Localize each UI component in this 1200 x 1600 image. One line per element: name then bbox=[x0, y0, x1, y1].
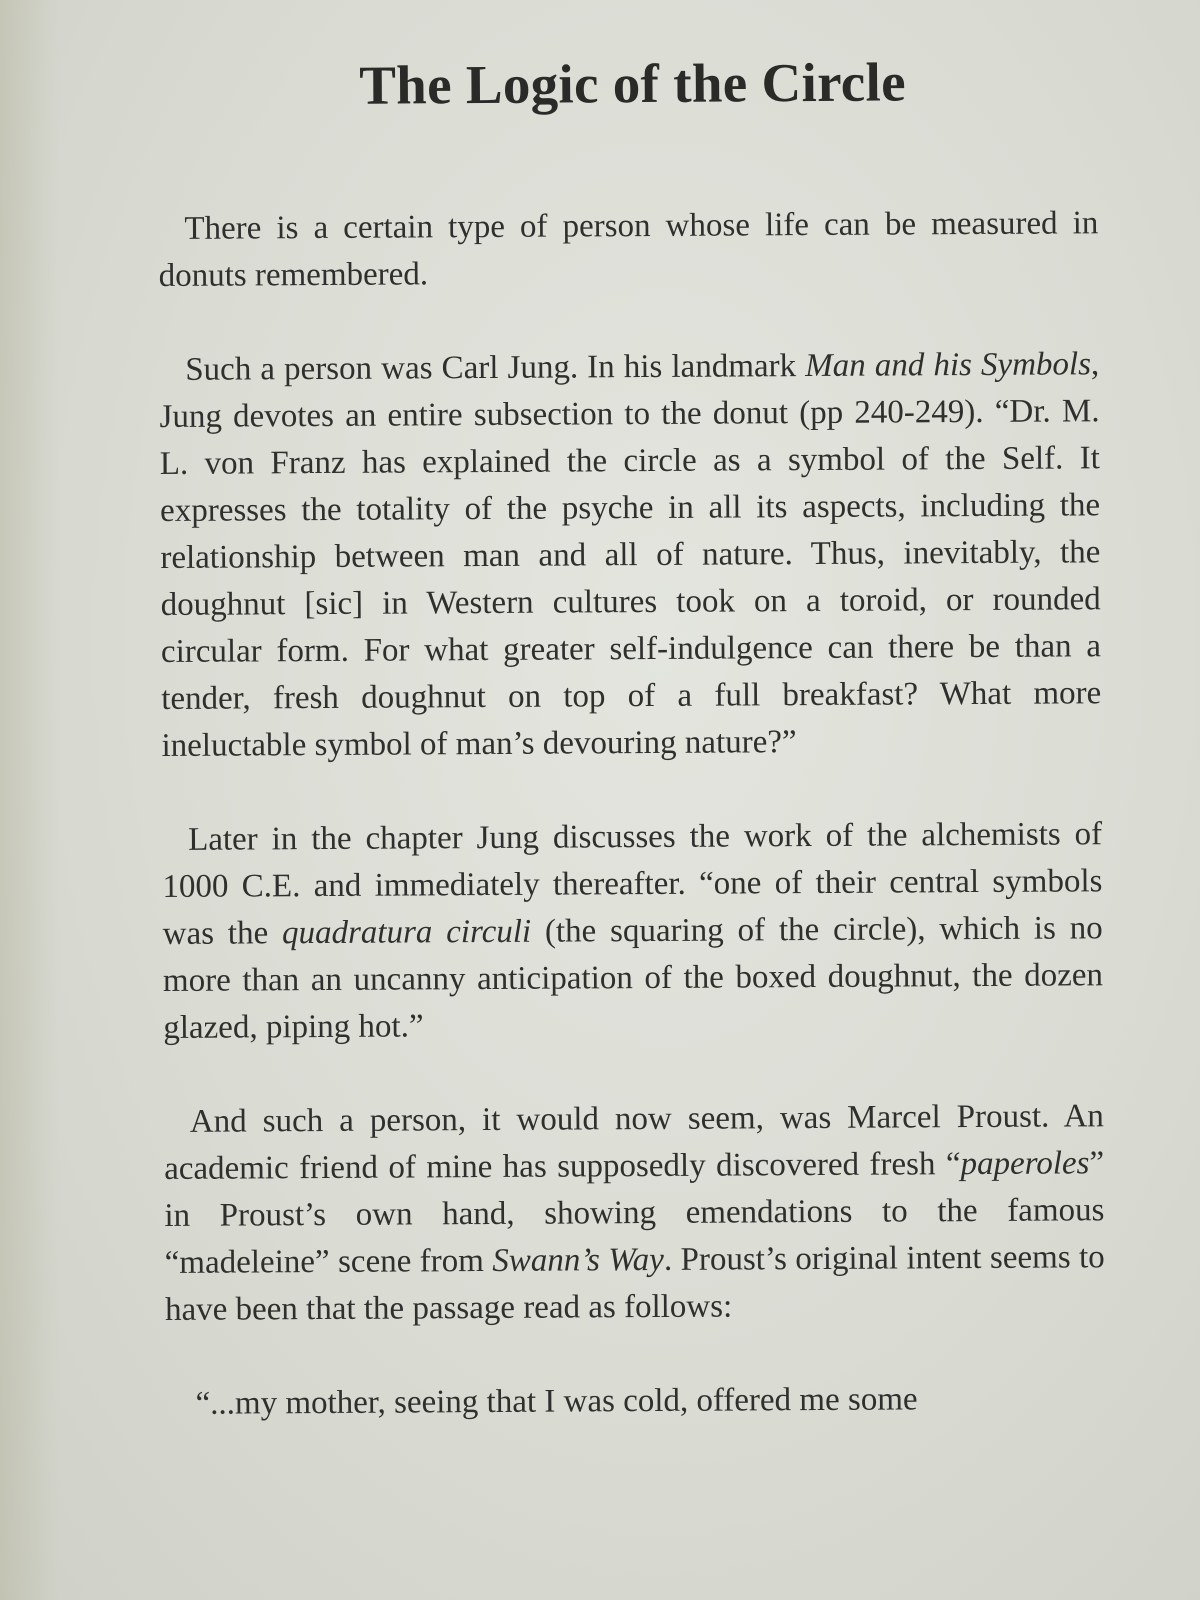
paragraph-2-text-a: Such a person was Carl Jung. In his landmark bbox=[185, 348, 806, 388]
paragraph-3-text-a: Later in the chapter Jung discusses the work of the alchemists of 1000 C.E. and immediately thereafter. “one of their central symbols was the bbox=[162, 816, 1103, 952]
paragraph-4-text-b: ” in Proust’s own hand, showing emendations to the famous “madeleine” scene from bbox=[164, 1145, 1105, 1281]
paragraph-4-text-a: And such a person, it would now seem, was Marcel Proust. An academic friend of mine has supposedly discovered fresh “ bbox=[164, 1098, 1104, 1187]
paragraph-3-text-b: (the squaring of the circle), which is no more than an uncanny anticipation of the boxed doughnut, the dozen glazed, piping hot.” bbox=[162, 910, 1104, 1046]
book-title-swanns-way: Swann’s Way bbox=[492, 1241, 665, 1279]
term-paperoles: paperoles bbox=[960, 1145, 1090, 1183]
book-title-man-and-his-symbols: Man and his Symbols bbox=[805, 346, 1092, 385]
paragraph-4-text-c: . Proust’s original intent seems to have been that the passage read as follows: bbox=[164, 1239, 1105, 1328]
paragraph-2-text-b: , Jung devotes an entire subsection to the donut (pp 240-249). “Dr. M. L. von Franz has explained the circle as a symbol of the Self. It expresses the totality of the psyche in all its aspects, including the relationship between man and all of nature. Thus, inevitably, the doughnut [sic] in Western cultures took on a toroid, or rounded circular form. For what greater self-indulgence can there be than a tender, fresh doughnut on top of a full breakfast? What more ineluctable symbol of man’s devouring nature?” bbox=[159, 346, 1102, 764]
paragraph-1: There is a certain type of person whose life can be measured in donuts remembered. bbox=[158, 205, 1099, 294]
block-quote-start: “...my mother, seeing that I was cold, offered me some bbox=[195, 1381, 918, 1422]
paragraph-3 bbox=[162, 811, 1103, 1052]
paragraph-2 bbox=[159, 341, 1102, 770]
term-quadratura-circuli: quadratura circuli bbox=[281, 913, 532, 952]
chapter-title: The Logic of the Circle bbox=[359, 51, 907, 116]
text-block bbox=[157, 0, 1106, 1428]
paragraph-4 bbox=[164, 1093, 1105, 1334]
